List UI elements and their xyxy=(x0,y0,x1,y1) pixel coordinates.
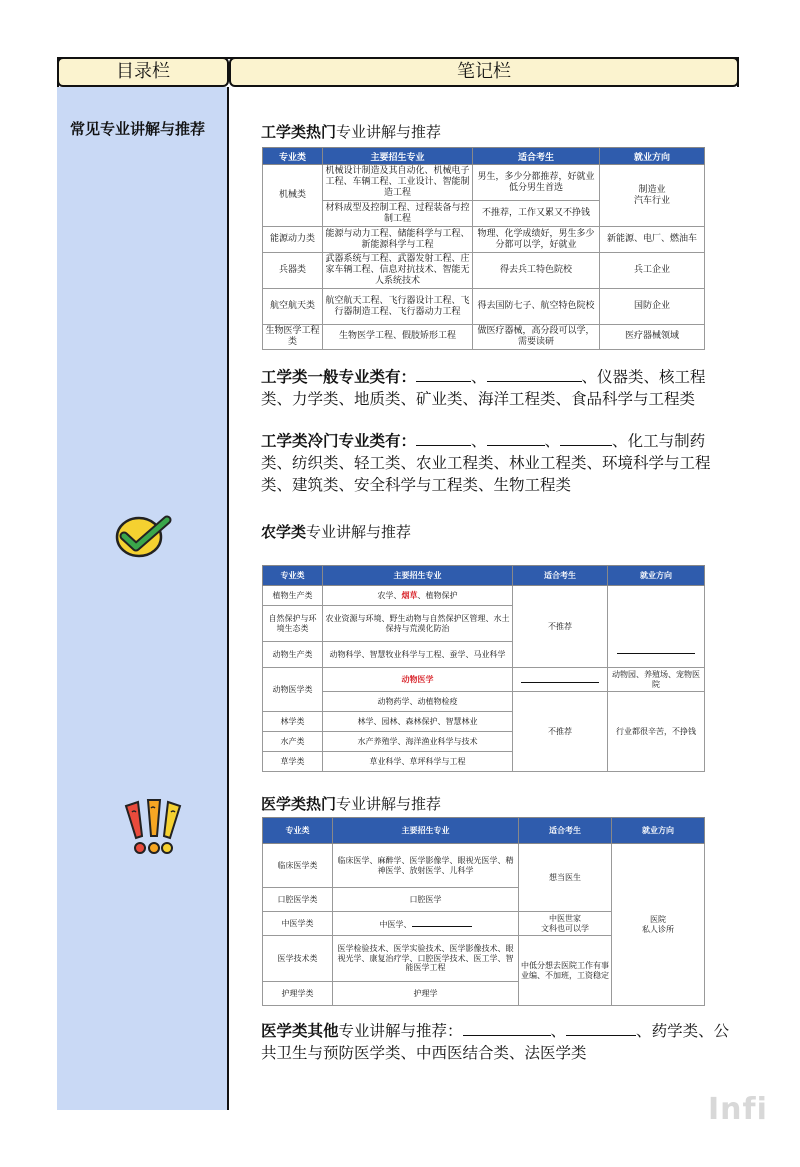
table-row: 林学类 林学、园林、森林保护、智慧林业 xyxy=(263,712,705,732)
table-row: 生物医学工程类 生物医学工程、假肢矫形工程 做医疗器械，高分段可以学，需要读研 医疗器械领域 xyxy=(263,325,705,350)
answer-blank xyxy=(521,674,599,683)
table-row: 草学类 草业科学、草坪科学与工程 xyxy=(263,752,705,772)
col-header: 主要招生专业 xyxy=(333,818,519,844)
col-header: 就业方向 xyxy=(608,566,705,586)
col-header: 适合考生 xyxy=(473,148,600,165)
table-row: 植物生产类 农学、烟草、植物保护 不推荐 xyxy=(263,586,705,606)
table-row: 自然保护与环境生态类 农业资源与环境、野生动物与自然保护区管理、水土保持与荒漠化防治 xyxy=(263,606,705,642)
col-header: 专业类 xyxy=(263,818,333,844)
table-row: 动物药学、动植物检疫 不推荐 行业都很辛苦，不挣钱 xyxy=(263,692,705,712)
table-row: 水产类 水产养殖学、海洋渔业科学与技术 xyxy=(263,732,705,752)
sidebar-panel xyxy=(57,87,229,1110)
table-row: 航空航天类 航空航天工程、飞行器设计工程、飞行器制造工程、飞行器动力工程 得去国防七子、航空特色院校 国防企业 xyxy=(263,289,705,325)
header-notes: 笔记栏 xyxy=(229,57,739,87)
col-header: 专业类 xyxy=(263,148,323,165)
table-agriculture xyxy=(262,565,705,772)
col-header: 就业方向 xyxy=(612,818,705,844)
col-header: 主要招生专业 xyxy=(323,566,513,586)
section-title-med-hot: 医学类热门专业讲解与推荐 xyxy=(261,795,442,813)
table-row: 兵器类 武器系统与工程、武器发射工程、庄家车辆工程、信息对抗技术、智能无人系统技术 得去兵工特色院校 兵工企业 xyxy=(263,253,705,289)
checkmark-icon xyxy=(109,510,173,560)
sidebar-title: 常见专业讲解与推荐 xyxy=(70,120,206,138)
col-header: 适合考生 xyxy=(519,818,612,844)
watermark: Infi xyxy=(708,1092,768,1127)
table-engineering-hot xyxy=(262,147,705,350)
table-row: 中医学类 中医学、 中医世家 文科也可以学 xyxy=(263,912,705,936)
table-medicine xyxy=(262,817,705,1006)
table-row: 口腔医学类 口腔医学 xyxy=(263,888,705,912)
table-row: 护理学类 护理学 xyxy=(263,982,705,1006)
table-row: 机械类 机械设计制造及其自动化、机械电子工程、车辆工程、工业设计、智能制造工程 男生，多少分都推荐，好就业低分男生首选 制造业 汽车行业 xyxy=(263,165,705,201)
exclamation-icon xyxy=(118,796,188,858)
para-med-other: 医学类其他专业讲解与推荐： 、 、药学类、公共卫生与预防医学类、中西医结合类、法医学类 xyxy=(261,1022,730,1062)
table-row: 能源动力类 能源与动力工程、储能科学与工程、新能源科学与工程 物理、化学成绩好，男生多少分都可以学，好就业 新能源、电厂、燃油车 xyxy=(263,227,705,253)
table-row: 动物生产类 动物科学、智慧牧业科学与工程、蚕学、马业科学 xyxy=(263,642,705,668)
table-row: 临床医学类 临床医学、麻醉学、医学影像学、眼视光医学、精神医学、放射医学、儿科学 想当医生 医院 私人诊所 xyxy=(263,844,705,888)
para-eng-cold: 工学类冷门专业类有： 、 、 、化工与制药类、纺织类、轻工类、农业工程类、林业工程类、环境科学与工程类、建筑类、安全科学与工程类、生物工程类 xyxy=(261,432,711,494)
col-header: 适合考生 xyxy=(513,566,608,586)
col-header: 就业方向 xyxy=(600,148,705,165)
header-catalog: 目录栏 xyxy=(57,57,229,87)
section-title-eng-hot: 工学类热门专业讲解与推荐 xyxy=(261,123,442,141)
table-row: 医学技术类 医学检验技术、医学实验技术、医学影像技术、眼视光学、康复治疗学、口腔医学技术、医工学、智能医学工程 中低分想去医院工作有事业编、不加班，工资稳定 xyxy=(263,936,705,982)
table-row: 动物医学类 动物医学 动物园、养殖场、宠物医院 xyxy=(263,668,705,692)
col-header: 主要招生专业 xyxy=(323,148,473,165)
table-row: 材料成型及控制工程、过程装备与控制工程 不推荐，工作又累又不挣钱 xyxy=(263,201,705,227)
col-header: 专业类 xyxy=(263,566,323,586)
answer-blank xyxy=(617,645,695,654)
section-title-agri: 农学类专业讲解与推荐 xyxy=(261,523,412,541)
para-eng-general: 工学类一般专业类有： 、 、仪器类、核工程类、力学类、地质类、矿业类、海洋工程类、食品科学与工程类 xyxy=(261,368,706,408)
answer-blank xyxy=(412,918,472,927)
